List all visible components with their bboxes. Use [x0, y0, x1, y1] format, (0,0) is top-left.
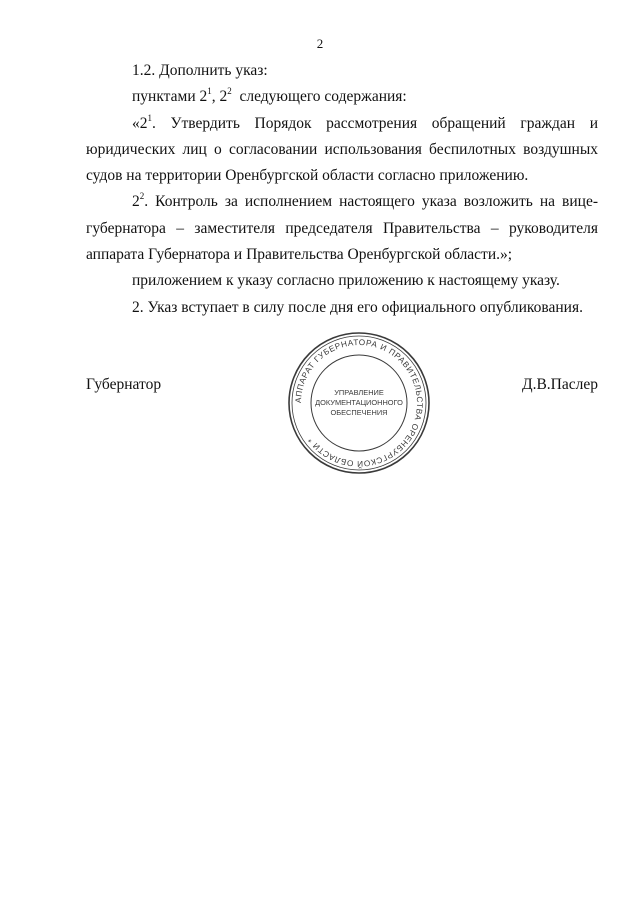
- point-2-2: [86, 189, 598, 268]
- signature-title: Губернатор: [86, 376, 162, 393]
- document-body: [86, 58, 598, 321]
- seal-center-line-2: ДОКУМЕНТАЦИОННОГО: [315, 398, 403, 407]
- point-2-1-sup: 1: [147, 112, 152, 123]
- clause-2: 2. Указ вступает в силу после дня его официального опубликования.: [132, 298, 583, 316]
- page-number: 2: [316, 36, 324, 51]
- points-intro-sep: , 2: [211, 88, 228, 106]
- appendix-line: приложением к указу согласно приложению к настоящему указу.: [132, 272, 560, 290]
- point-2-1: [86, 111, 598, 190]
- point-2-2-sup: 2: [139, 191, 145, 202]
- point-2-2-num: 2: [132, 193, 140, 211]
- points-intro-suffix: следующего содержания:: [231, 88, 407, 106]
- points-intro-sup-1: 1: [207, 86, 212, 97]
- point-2-1-open: «2: [132, 114, 148, 132]
- point-2-2-text: . Контроль за исполнением настоящего указа возложить на вице-губернатора – заместителя председателя Правительства – руководителя аппарата Губернатора и Правительства Оренбургской области.»;: [86, 193, 598, 264]
- seal-ring-text-path: АППАРАТ ГУБЕРНАТОРА И ПРАВИТЕЛЬСТВА ОРЕНБУРГСКОЙ ОБЛАСТИ *: [293, 337, 425, 469]
- signature-name: Д.В.Паслер: [522, 376, 598, 393]
- seal-center-line-1: УПРАВЛЕНИЕ: [334, 388, 384, 397]
- points-intro: [86, 84, 598, 110]
- seal-center-line-3: ОБЕСПЕЧЕНИЯ: [330, 408, 388, 417]
- points-intro-sup-2: 2: [227, 86, 232, 97]
- points-intro-prefix: пунктами 2: [132, 88, 208, 106]
- point-2-1-text: . Утвердить Порядок рассмотрения обращений граждан и юридических лиц о согласовании использования беспилотных воздушных судов на территории Оренбургской области согласно приложению.: [86, 114, 598, 185]
- official-seal: [286, 330, 432, 476]
- clause-1-2: 1.2. Дополнить указ:: [132, 62, 268, 79]
